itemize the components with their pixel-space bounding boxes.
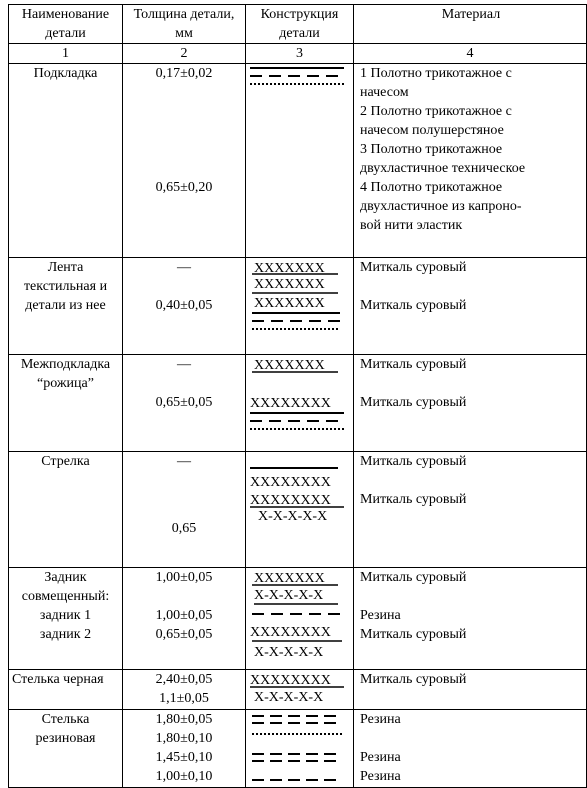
material-line: Миткаль суровый [360,570,467,585]
table-row [9,64,587,258]
thickness-value: 1,00±0,05 [155,570,213,585]
part-construction [246,258,354,355]
header-thickness [123,5,246,44]
spacer [123,277,245,296]
part-name-line: Лента [47,260,84,275]
thickness-value: 1,80±0,05 [155,712,213,727]
part-name-line: совмещенный: [21,589,110,604]
spacer [123,471,245,509]
part-thickness [123,258,246,355]
part-name-line: Стрелка [41,454,90,469]
header-row [9,5,587,44]
part-thickness [123,452,246,568]
material-line: Миткаль суровый [360,260,467,275]
spacer [123,83,245,178]
svg-text:XXXXXXXX: XXXXXXXX [250,396,331,411]
material-line: Резина [360,750,401,765]
part-name-line: текстильная и [23,279,108,294]
svg-text:X-X-X-X-X: X-X-X-X-X [254,645,324,660]
part-construction [246,710,354,788]
part-material [354,452,587,568]
svg-text:XXXXXXX: XXXXXXX [254,358,325,373]
construction-diagram [246,568,353,660]
material-line: 1 Полотно трикотажное с [360,66,512,81]
part-material [354,670,587,710]
construction-diagram [246,710,353,786]
part-name [9,568,123,670]
svg-text:XXXXXXX: XXXXXXX [254,571,325,586]
part-name [9,670,123,710]
part-thickness [123,64,246,258]
part-name-line: Межподкладка [20,357,111,372]
part-name-line: Стелька [41,712,90,727]
material-line: Резина [360,712,401,727]
construction-diagram [246,258,353,338]
svg-text:XXXXXXXX: XXXXXXXX [250,625,331,640]
svg-text:XXXXXXX: XXXXXXX [254,277,325,292]
thickness-value: — [177,357,191,372]
spacer [123,374,245,393]
svg-text:X-X-X-X-X: X-X-X-X-X [254,588,324,603]
material-line: двухластичное из капроно- [360,199,522,214]
thickness-value: 0,65 [171,521,197,536]
header-name-line: Наименование [21,7,110,22]
part-name-line: “рожица” [37,376,94,391]
header-material-line: Материал [441,7,501,22]
table-row [9,452,587,568]
part-material [354,355,587,452]
part-construction [246,568,354,670]
material-line: Миткаль суровый [360,672,467,687]
part-material [354,258,587,355]
thickness-value: — [177,454,191,469]
spacer [360,729,582,748]
part-material [354,64,587,258]
spacer [360,471,582,490]
material-line: 3 Полотно трикотажное [360,142,503,157]
part-name-line: задник 1 [39,608,92,623]
part-name [9,64,123,258]
thickness-value: 1,80±0,10 [155,731,213,746]
header-construction-line: детали [279,26,320,41]
construction-diagram [246,355,353,435]
spacer [360,277,582,296]
table-row [9,670,587,710]
spacer [360,587,582,606]
thickness-value: — [177,260,191,275]
svg-text:XXXXXXXX: XXXXXXXX [250,475,331,490]
part-name [9,355,123,452]
material-line: Резина [360,769,401,784]
table-row [9,710,587,788]
part-thickness [123,355,246,452]
part-name-line: детали из нее [25,298,106,313]
part-name-line: Подкладка [33,66,98,81]
svg-text:XXXXXXX: XXXXXXX [254,296,325,311]
thickness-value: 1,00±0,05 [155,608,213,623]
part-name-line: задник 2 [39,627,92,642]
material-line: двухластичное техническое [360,161,526,176]
header-thickness-line: Толщина детали, [133,7,235,22]
part-thickness [123,710,246,788]
part-material [354,568,587,670]
material-line: Миткаль суровый [360,454,467,469]
part-material [354,710,587,788]
column-number: 1 [9,44,123,64]
material-line: 4 Полотно трикотажное [360,180,503,195]
thickness-value: 2,40±0,05 [155,672,213,687]
material-line: начесом [360,85,409,100]
table-row [9,568,587,670]
header-construction-line: Конструкция [260,7,339,22]
material-line: 2 Полотно трикотажное с [360,104,512,119]
part-construction [246,670,354,710]
construction-diagram [246,670,353,708]
header-name-line: детали [45,26,86,41]
material-line: Миткаль суровый [360,492,467,507]
material-line: начесом полушерстяное [360,123,504,138]
material-line: Миткаль суровый [360,395,467,410]
part-name-line: Стелька черная [12,672,104,687]
thickness-value: 1,1±0,05 [159,691,209,706]
material-line: Резина [360,608,401,623]
part-thickness [123,670,246,710]
table-row [9,258,587,355]
header-name [9,5,123,44]
spacer [123,587,245,606]
material-line: Миткаль суровый [360,298,467,313]
svg-text:X-X-X-X-X: X-X-X-X-X [258,509,328,524]
thickness-value: 1,45±0,10 [155,750,213,765]
thickness-value: 0,65±0,05 [155,395,213,410]
construction-diagram [246,452,353,532]
material-line: Миткаль суровый [360,627,467,642]
thickness-value: 0,65±0,05 [155,627,213,642]
svg-text:XXXXXXX: XXXXXXX [254,261,325,276]
column-number-row [9,44,587,64]
material-line: вой нити эластик [360,218,463,233]
parts-table [8,4,587,788]
thickness-value: 1,00±0,10 [155,769,213,784]
part-name-line: резиновая [35,731,96,746]
part-name-line: Задник [44,570,87,585]
column-number: 4 [354,44,587,64]
svg-text:X-X-X-X-X: X-X-X-X-X [254,690,324,705]
part-thickness [123,568,246,670]
part-name [9,452,123,568]
header-material [354,5,587,44]
thickness-value: 0,40±0,05 [155,298,213,313]
part-name [9,258,123,355]
svg-text:XXXXXXXX: XXXXXXXX [250,493,331,508]
construction-diagram [246,64,353,104]
header-construction [246,5,354,44]
part-construction [246,64,354,258]
svg-text:XXXXXXXX: XXXXXXXX [250,673,331,688]
spacer [360,374,582,393]
thickness-value: 0,17±0,02 [155,66,213,81]
column-number: 3 [246,44,354,64]
part-construction [246,355,354,452]
table-row [9,355,587,452]
column-number: 2 [123,44,246,64]
material-line: Миткаль суровый [360,357,467,372]
part-name [9,710,123,788]
part-construction [246,452,354,568]
header-thickness-line: мм [175,26,193,41]
thickness-value: 0,65±0,20 [155,180,213,195]
